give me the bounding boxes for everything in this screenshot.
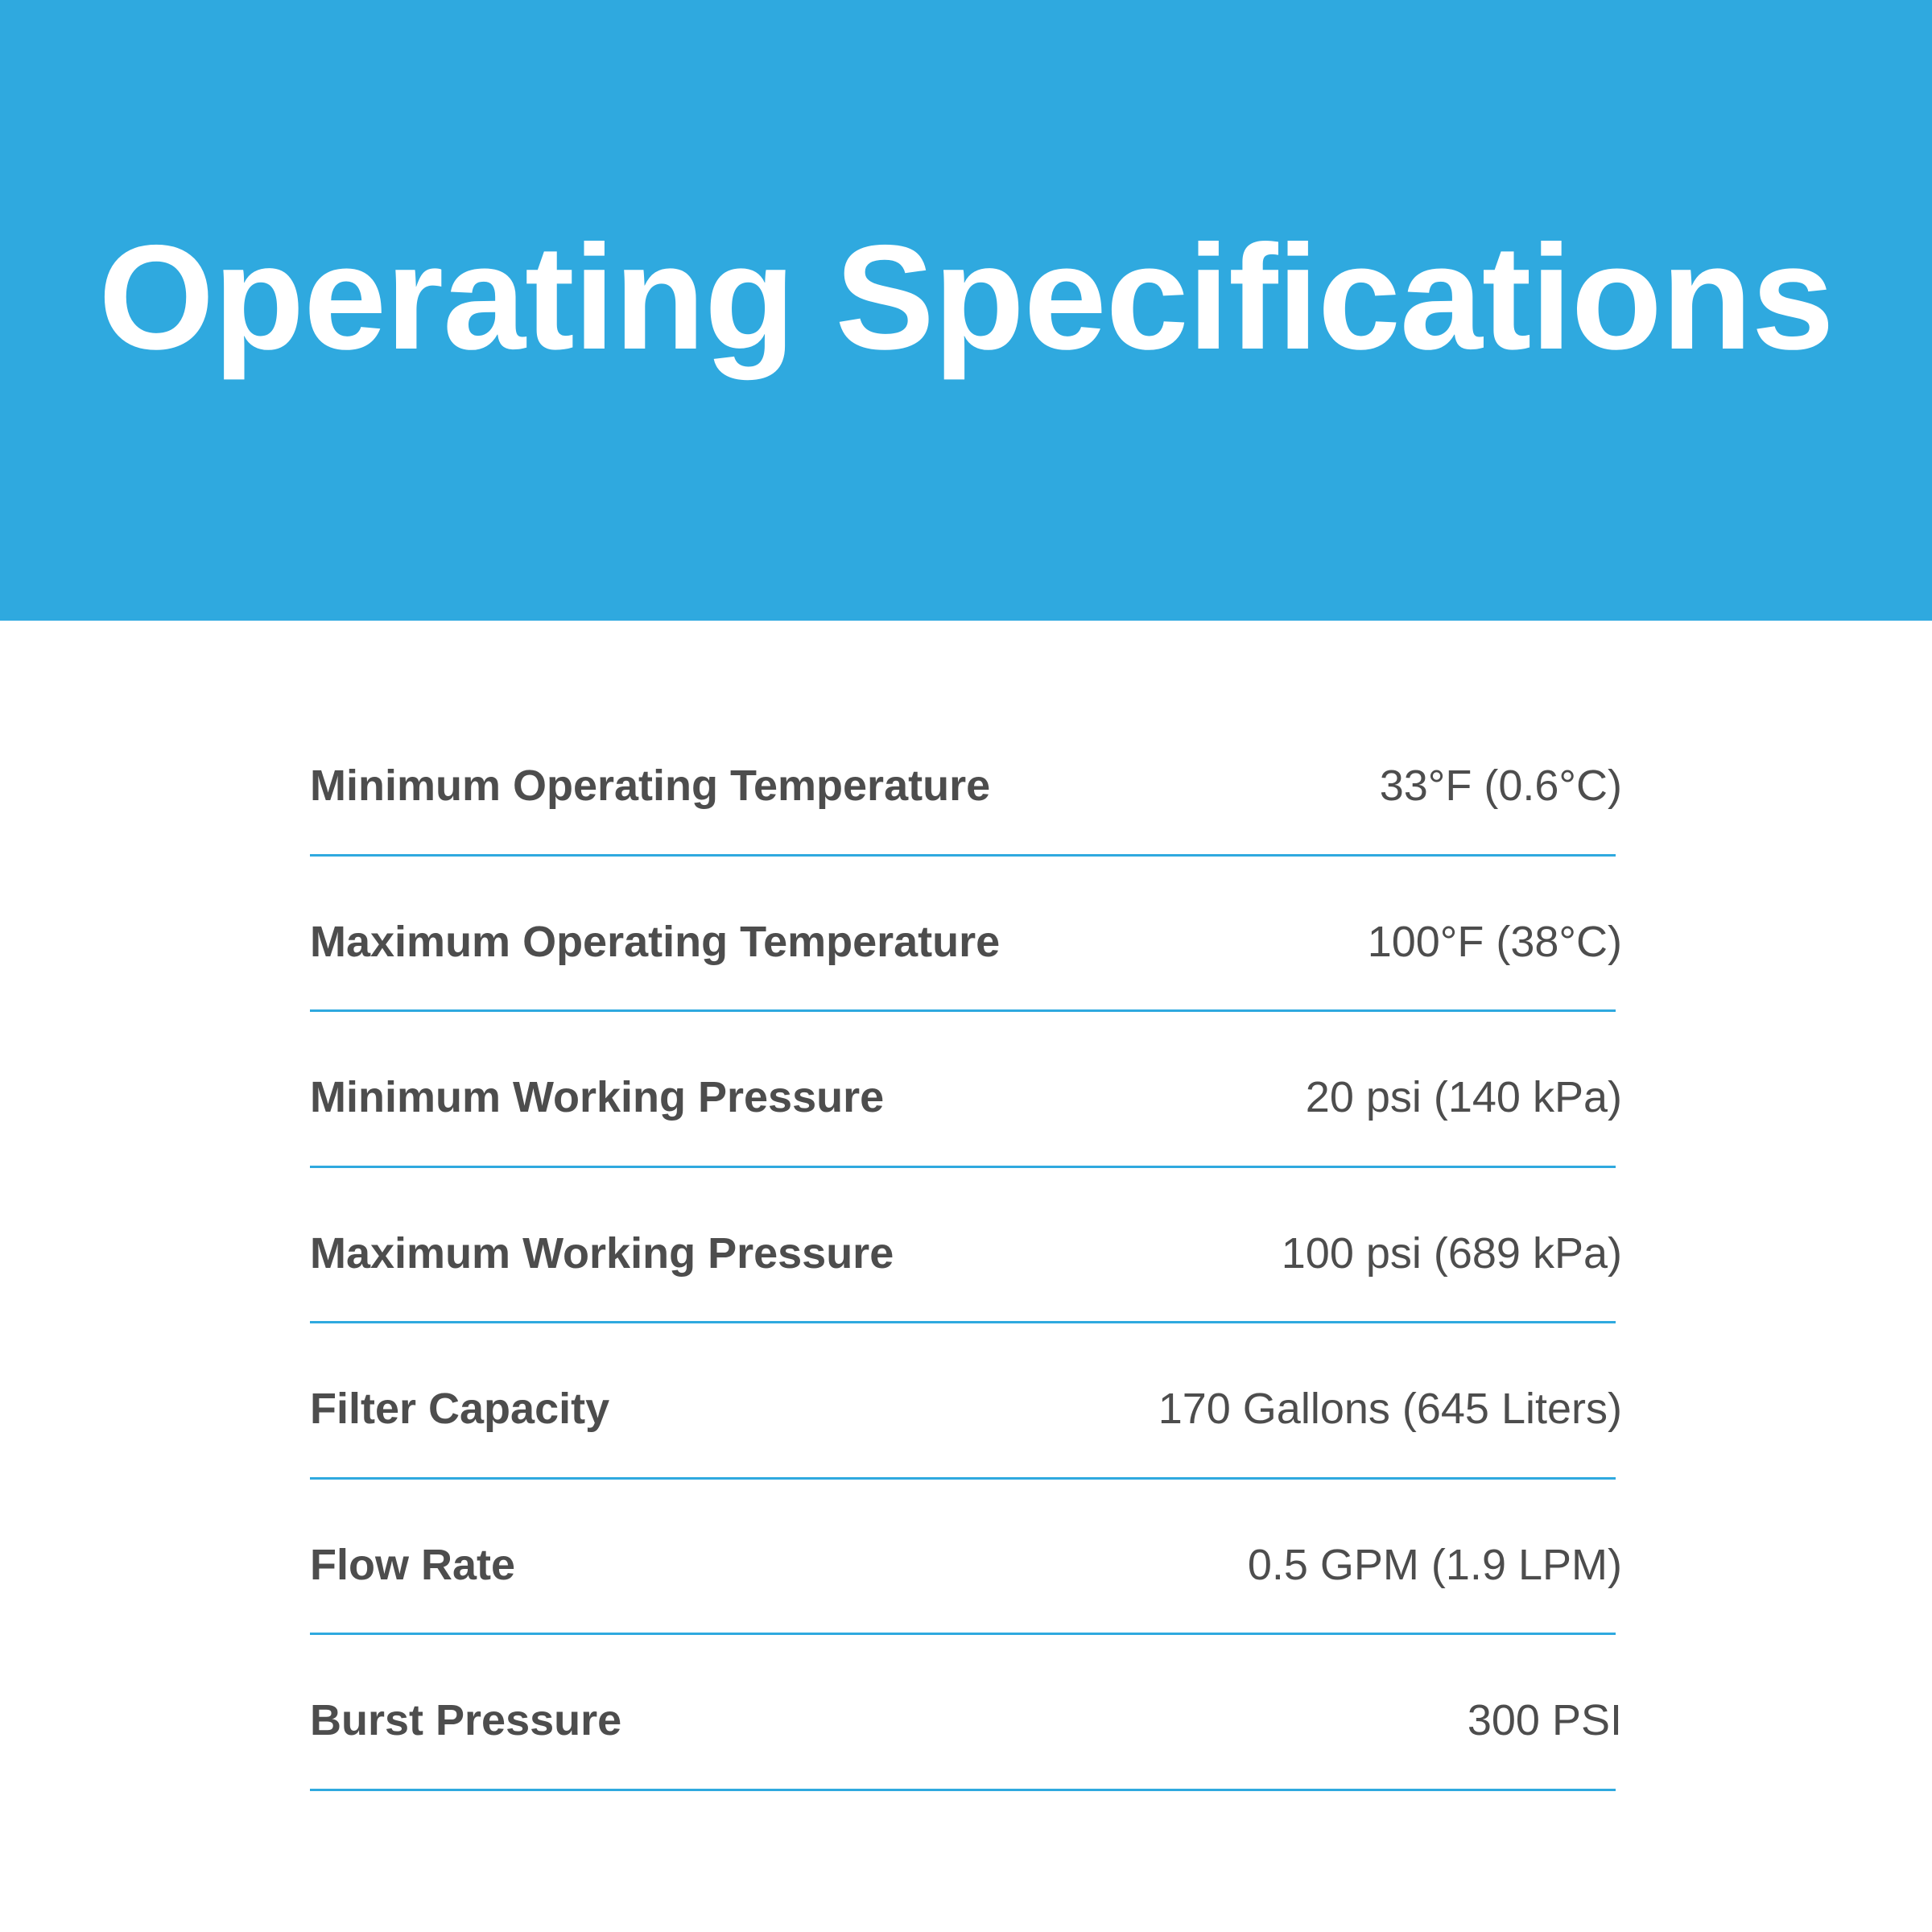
spec-label: Filter Capacity xyxy=(310,1385,610,1433)
spec-value: 300 PSI xyxy=(1467,1696,1622,1744)
spec-value: 100 psi (689 kPa) xyxy=(1281,1228,1622,1278)
spec-label: Flow Rate xyxy=(310,1540,516,1589)
spec-label: Burst Pressure xyxy=(310,1696,622,1744)
spec-row-burst-pressure xyxy=(310,1635,1622,1791)
header-banner xyxy=(0,0,1932,621)
spec-label: Minimum Operating Temperature xyxy=(310,762,991,810)
spec-value: 170 Gallons (645 Liters) xyxy=(1158,1385,1622,1433)
row-divider xyxy=(310,1789,1616,1791)
spec-value: 100°F (38°C) xyxy=(1367,917,1622,966)
spec-row-filter-capacity xyxy=(310,1323,1622,1480)
spec-row-max-operating-temperature xyxy=(310,857,1622,1013)
spec-label: Maximum Working Pressure xyxy=(310,1228,894,1278)
spec-row-max-working-pressure xyxy=(310,1168,1622,1324)
page-title: Operating Specifications xyxy=(98,215,1834,381)
spec-label: Maximum Operating Temperature xyxy=(310,917,1001,966)
spec-row-min-working-pressure xyxy=(310,1012,1622,1168)
spec-value: 33°F (0.6°C) xyxy=(1379,762,1622,810)
spec-table xyxy=(310,700,1622,1791)
spec-label: Minimum Working Pressure xyxy=(310,1073,885,1121)
spec-value: 20 psi (140 kPa) xyxy=(1305,1073,1622,1121)
spec-row-min-operating-temperature xyxy=(310,700,1622,857)
spec-value: 0.5 GPM (1.9 LPM) xyxy=(1247,1540,1622,1589)
spec-row-flow-rate xyxy=(310,1480,1622,1636)
